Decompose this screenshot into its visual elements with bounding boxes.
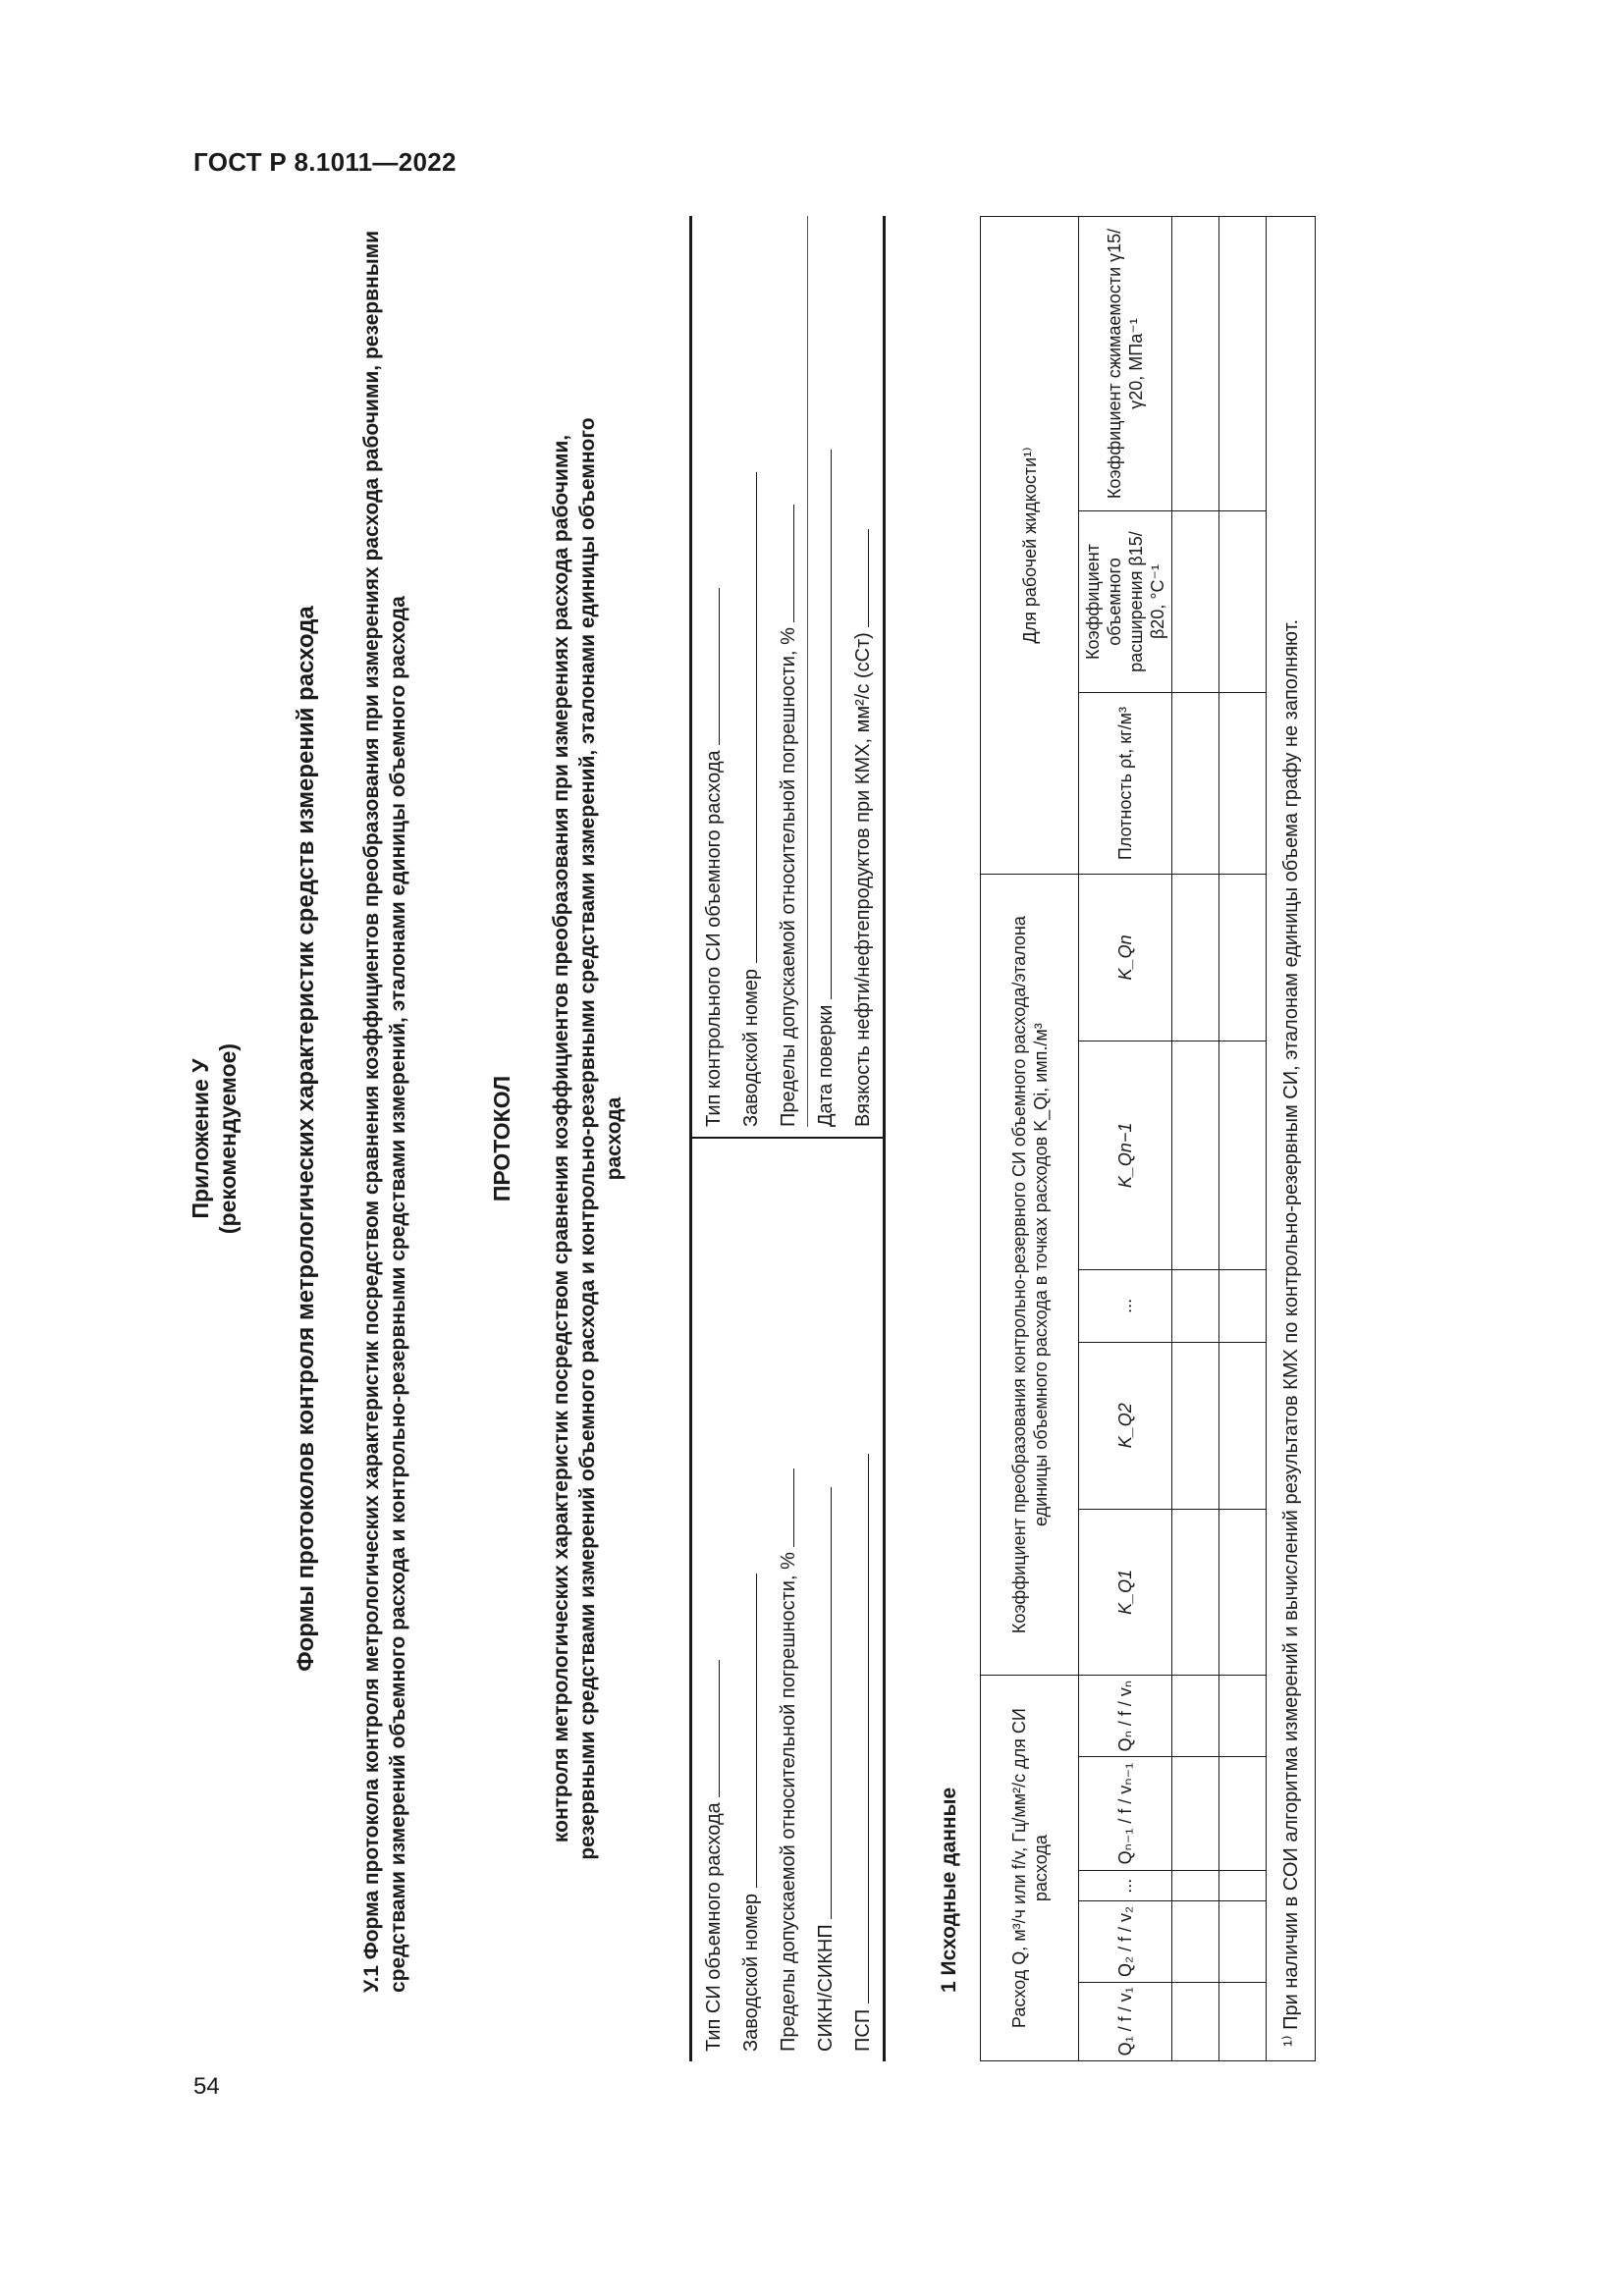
table-row [1172,217,1219,2061]
col-q1: Q₁ / f / v₁ [1079,1982,1172,2060]
col-kqn: K_Qn [1079,875,1172,1041]
info-right-item: Пределы допускаемой относительной погрешности, % [771,216,808,1127]
col-q-ellipsis: ... [1079,1871,1172,1901]
col-q2: Q₂ / f / v₂ [1079,1901,1172,1982]
info-left-item: Пределы допускаемой относительной погрешности, % [771,1139,808,2052]
info-right-item: Вязкость нефти/нефтепродуктов при КМХ, мм²/с (сСт) [845,216,883,1127]
col-qn-1: Qₙ₋₁ / f / vₙ₋₁ [1079,1757,1172,1871]
info-right-column [692,216,883,1139]
header-coefficient-group: Коэффициент преобразования контрольно-резервного СИ объемного расхода/эталона единицы объемного расхода в точках расходов K_Qi, имп./м³ [981,875,1079,1676]
info-left-item: Заводской номер [733,1139,771,2052]
document-header: ГОСТ Р 8.1011—2022 [193,147,457,177]
header-flow-group: Расход Q, м³/ч или f/v, Гц/мм²/с для СИ расхода [981,1676,1079,2061]
table-subheader-row [1079,217,1172,2061]
appendix-note: (рекомендуемое) [215,1042,241,1235]
table-row [1219,217,1267,2061]
protocol-title: ПРОТОКОЛ [489,1075,514,1202]
section-1-title: 1 Исходные данные [938,1787,960,1993]
info-right-item: Дата поверки [808,216,845,1127]
table-header-row [981,217,1079,2061]
col-compressibility: Коэффициент сжимаемости γ15/γ20, МПа⁻¹ [1079,217,1172,511]
source-data-table [980,216,1316,2061]
col-density: Плотность ρt, кг/м³ [1079,693,1172,875]
col-kqn-1: K_Qn−1 [1079,1041,1172,1269]
info-right-item: Заводской номер [733,216,771,1127]
protocol-info-table [689,216,886,2061]
section-u1-heading: У.1 Форма протокола контроля метрологических характеристик посредством сравнения коэффициентов преобразования при измерениях расхода рабочими, резервными средствами измерений объемного расхода и контрольно-резервными средствами измерений, эталонами единицы объемного расхода [360,230,409,1993]
appendix-heading [187,216,242,2061]
info-left-item: Тип СИ объемного расхода [696,1139,733,2052]
info-left-item: СИКН/СИКНП [808,1139,845,2052]
rotated-page-content [187,216,1302,2061]
main-title: Формы протоколов контроля метрологических характеристик средств измерений расхода [293,606,319,1672]
table-footnote-row [1267,217,1316,2061]
table-footnote: ¹⁾ При наличии в СОИ алгоритма измерений и вычислений результатов КМХ по контрольно-резервным СИ, эталонам единицы объема графу не заполняют. [1267,217,1316,2061]
col-kq2: K_Q2 [1079,1342,1172,1509]
protocol-description: контроля метрологических характеристик посредством сравнения коэффициентов преобразования при измерениях расхода рабочими, резервными средствами измерений объемного расхода и контрольно-резервными средствами измерений, эталонами единицы объемного расхода [550,417,625,1860]
col-kq-ellipsis: ... [1079,1269,1172,1342]
header-liquid-group: Для рабочей жидкости¹⁾ [981,217,1079,875]
info-right-item: Тип контрольного СИ объемного расхода [696,216,733,1127]
info-left-column [692,1139,883,2061]
col-qn: Qₙ / f / vₙ [1079,1676,1172,1757]
appendix-title: Приложение У [188,1058,213,1219]
col-kq1: K_Q1 [1079,1509,1172,1676]
page-number: 54 [193,2073,220,2100]
col-expansion: Коэффициент объемного расширения β15/β20, °С⁻¹ [1079,511,1172,693]
info-left-item: ПСП [845,1139,883,2052]
